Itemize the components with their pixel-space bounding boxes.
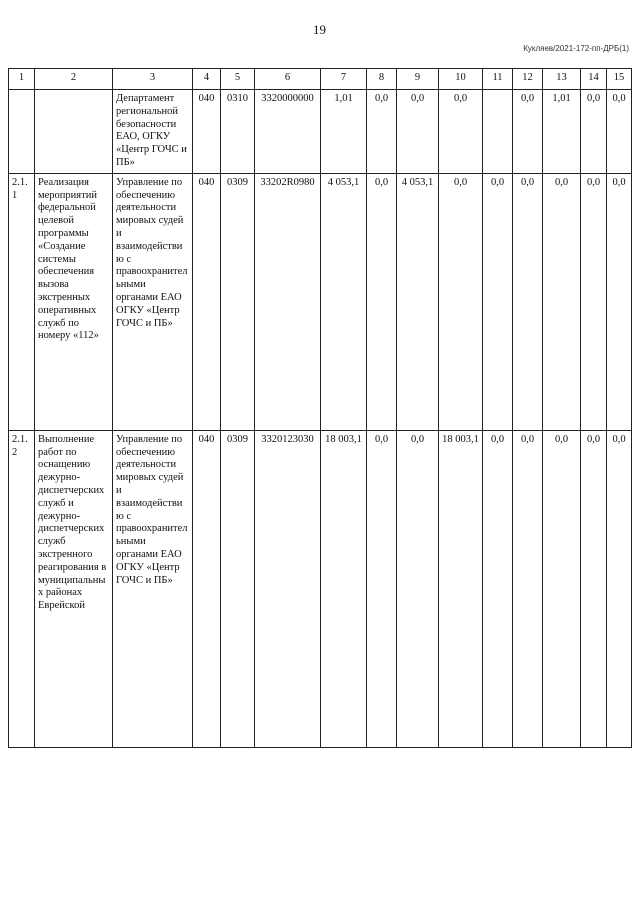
- column-header: 4: [193, 69, 221, 90]
- value-cell: 1,01: [543, 90, 581, 174]
- value-cell: 0,0: [513, 90, 543, 174]
- column-header: 1: [9, 69, 35, 90]
- value-cell: 0,0: [581, 173, 607, 430]
- value-cell: 0,0: [483, 173, 513, 430]
- document-code: Кукляев/2021-172-пп-ДРБ(1): [523, 44, 629, 53]
- value-cell: 0,0: [607, 90, 632, 174]
- value-cell: 0,0: [607, 430, 632, 747]
- total-cell: 4 053,1: [321, 173, 367, 430]
- header-row: [9, 69, 632, 90]
- column-header: 15: [607, 69, 632, 90]
- total-cell: 18 003,1: [321, 430, 367, 747]
- value-cell: 0,0: [581, 430, 607, 747]
- budget-table: [8, 68, 632, 748]
- target-article-cell: 3320000000: [255, 90, 321, 174]
- column-header: 8: [367, 69, 397, 90]
- value-cell: 0,0: [367, 90, 397, 174]
- column-header: 2: [35, 69, 113, 90]
- total-cell: 1,01: [321, 90, 367, 174]
- value-cell: 0,0: [367, 430, 397, 747]
- grbs-cell: 040: [193, 430, 221, 747]
- column-header: 11: [483, 69, 513, 90]
- measure-name-cell: Выполнение работ по оснащению дежурно-диспетчерских служб и дежурно-диспетчерских служб экстренного реагирования в муниципальных районах Еврейской: [35, 430, 113, 747]
- value-cell: 0,0: [513, 430, 543, 747]
- column-header: 14: [581, 69, 607, 90]
- table-row: [9, 430, 632, 747]
- value-cell: 0,0: [483, 430, 513, 747]
- value-cell: 0,0: [513, 173, 543, 430]
- value-cell: 4 053,1: [397, 173, 439, 430]
- table-row: [9, 173, 632, 430]
- value-cell: 0,0: [581, 90, 607, 174]
- column-header: 6: [255, 69, 321, 90]
- column-header: 13: [543, 69, 581, 90]
- column-header: 5: [221, 69, 255, 90]
- value-cell: 18 003,1: [439, 430, 483, 747]
- value-cell: 0,0: [397, 430, 439, 747]
- executor-cell: Департамент региональной безопасности ЕАО, ОГКУ «Центр ГОЧС и ПБ»: [113, 90, 193, 174]
- measure-name-cell: Реализация мероприятий федеральной целевой программы «Создание системы обеспечения вызова экстренных оперативных служб по номеру «112»: [35, 173, 113, 430]
- value-cell: [483, 90, 513, 174]
- grbs-cell: 040: [193, 90, 221, 174]
- executor-cell: Управление по обеспечению деятельности мировых судей и взаимодействию с правоохранительными органами ЕАО ОГКУ «Центр ГОЧС и ПБ»: [113, 173, 193, 430]
- grbs-cell: 040: [193, 173, 221, 430]
- column-header: 7: [321, 69, 367, 90]
- table-row: [9, 90, 632, 174]
- page-number: 19: [313, 22, 326, 37]
- value-cell: 0,0: [543, 173, 581, 430]
- value-cell: 0,0: [439, 90, 483, 174]
- value-cell: 0,0: [397, 90, 439, 174]
- value-cell: 0,0: [367, 173, 397, 430]
- section-code-cell: 0310: [221, 90, 255, 174]
- column-header: 12: [513, 69, 543, 90]
- value-cell: 0,0: [607, 173, 632, 430]
- column-header: 3: [113, 69, 193, 90]
- section-code-cell: 0309: [221, 430, 255, 747]
- row-number-cell: 2.1.2: [9, 430, 35, 747]
- value-cell: 0,0: [543, 430, 581, 747]
- measure-name-cell: [35, 90, 113, 174]
- value-cell: 0,0: [439, 173, 483, 430]
- row-number-cell: 2.1.1: [9, 173, 35, 430]
- target-article-cell: 3320123030: [255, 430, 321, 747]
- section-code-cell: 0309: [221, 173, 255, 430]
- column-header: 9: [397, 69, 439, 90]
- column-header: 10: [439, 69, 483, 90]
- target-article-cell: 33202R0980: [255, 173, 321, 430]
- row-number-cell: [9, 90, 35, 174]
- executor-cell: Управление по обеспечению деятельности мировых судей и взаимодействию с правоохранительными органами ЕАО ОГКУ «Центр ГОЧС и ПБ»: [113, 430, 193, 747]
